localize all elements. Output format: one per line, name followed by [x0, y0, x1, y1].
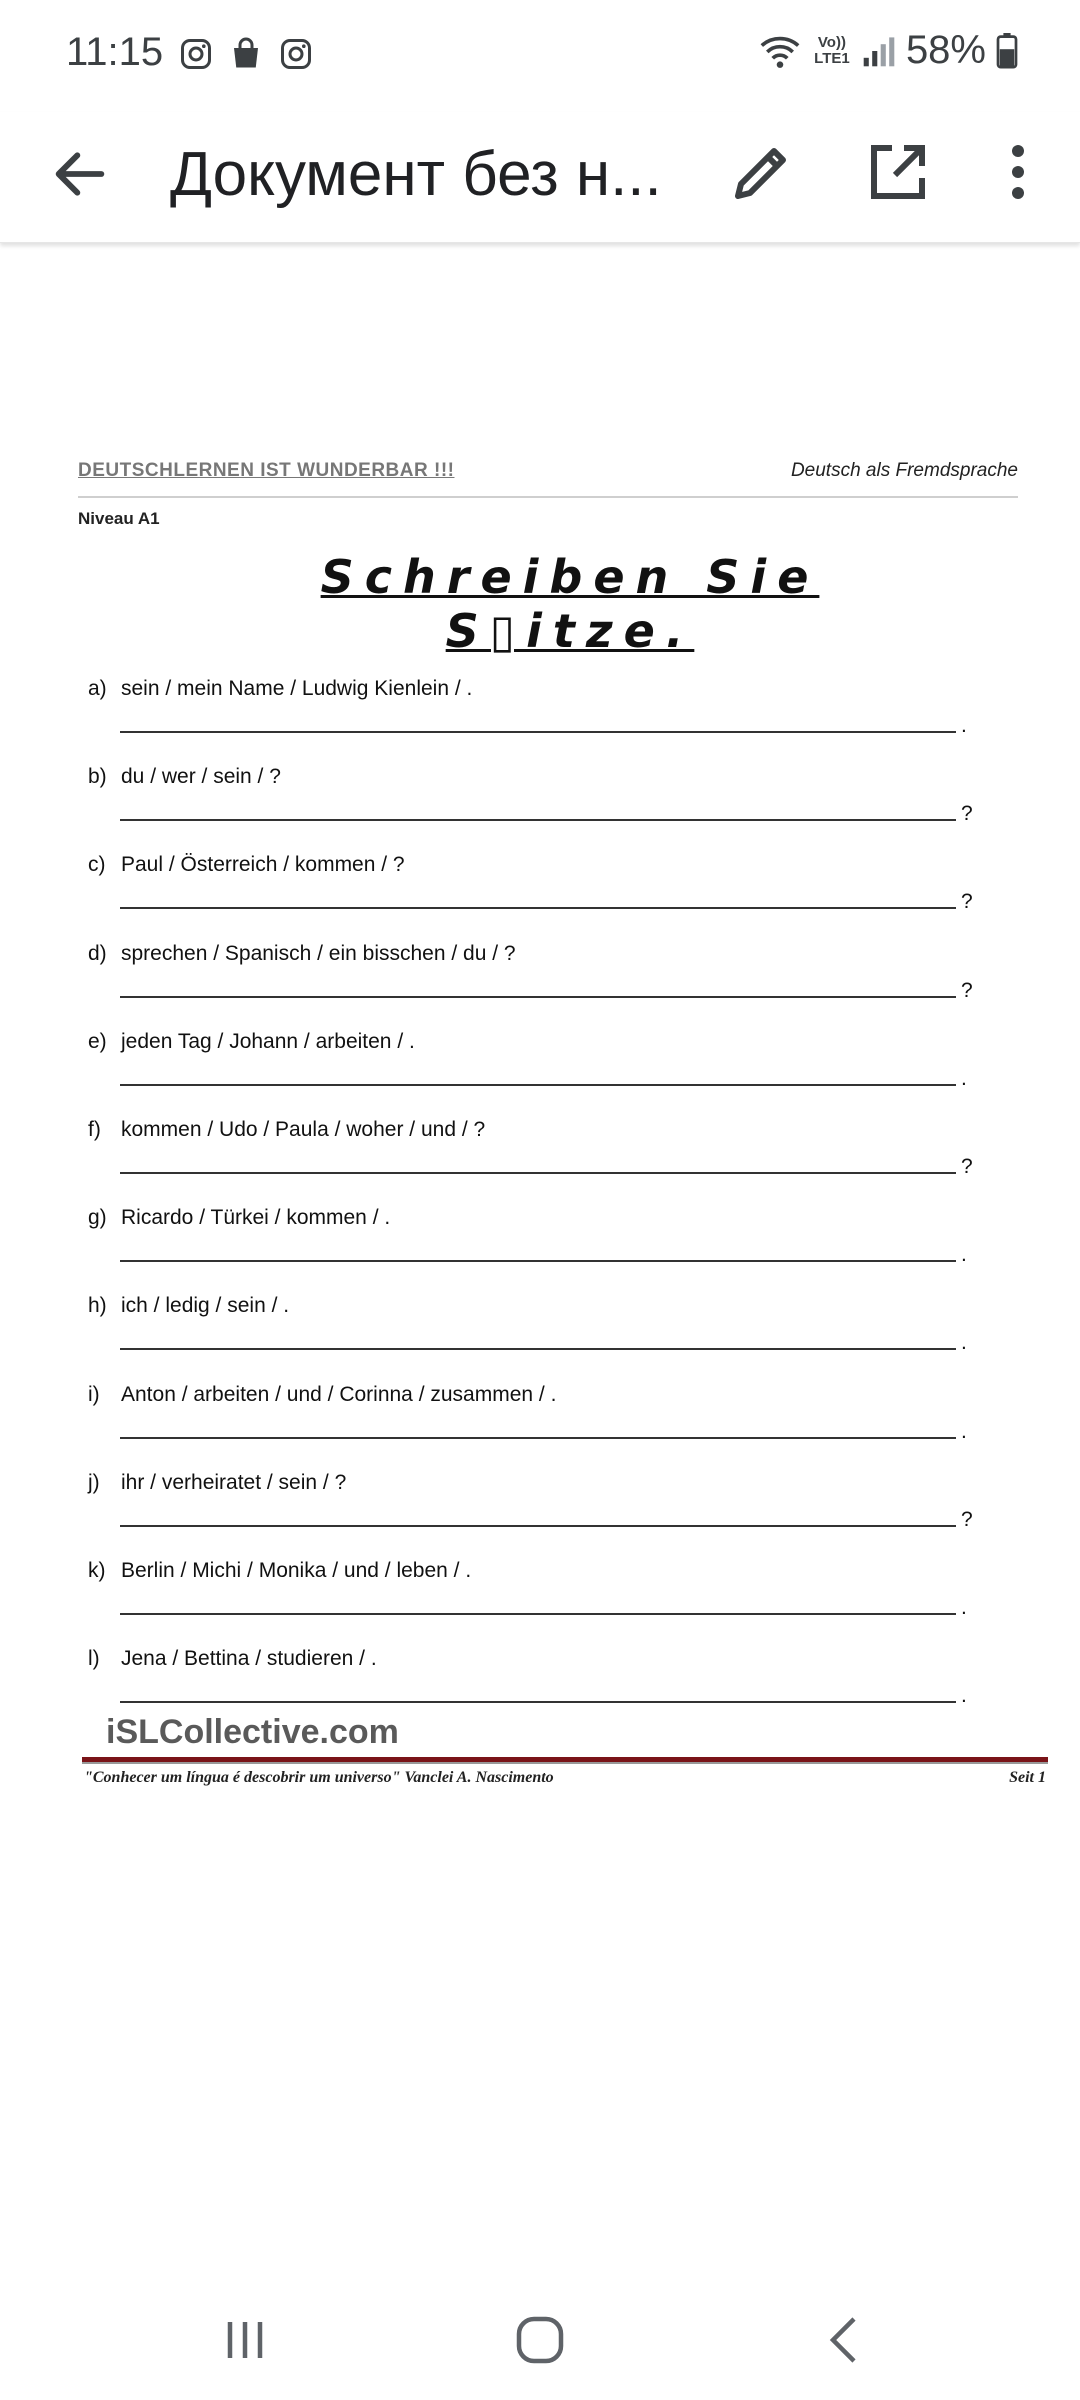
footer-quote: "Conhecer um língua é descobrir um universo" Vanclei A. Nascimento	[84, 1769, 554, 1786]
exercise-prompt: sprechen / Spanisch / ein bisschen / du / ?	[121, 941, 516, 965]
answer-line	[120, 819, 956, 821]
exercise-prompt: ich / ledig / sein / .	[121, 1294, 290, 1318]
answer-punctuation: .	[961, 1419, 967, 1443]
exercise-prompt: sein / mein Name / Ludwig Kienlein / .	[121, 677, 473, 700]
exercise-prompt: Jena / Bettina / studieren / .	[121, 1647, 377, 1671]
exercise-item	[88, 1294, 988, 1382]
exercise-letter: e)	[88, 1029, 107, 1053]
wifi-icon	[758, 31, 802, 71]
home-icon[interactable]	[505, 2310, 575, 2370]
answer-line	[120, 1260, 956, 1262]
exercise-list	[88, 677, 988, 1735]
answer-punctuation: ?	[961, 1154, 973, 1178]
exercise-prompt: Paul / Österreich / kommen / ?	[121, 853, 405, 877]
answer-line	[120, 1613, 956, 1615]
exercise-letter: d)	[88, 941, 107, 965]
open-external-icon[interactable]	[862, 136, 934, 208]
document-title: Документ без н...	[170, 140, 662, 209]
exercise-prompt: jeden Tag / Johann / arbeiten / .	[121, 1029, 415, 1053]
answer-line	[120, 1701, 956, 1703]
answer-punctuation: .	[961, 1684, 967, 1708]
answer-line	[120, 907, 956, 909]
signal-icon	[862, 34, 896, 68]
exercise-letter: b)	[88, 765, 107, 789]
back-arrow-icon[interactable]	[48, 142, 112, 206]
exercise-prompt: Ricardo / Türkei / kommen / .	[121, 1206, 391, 1230]
answer-punctuation: .	[961, 1066, 967, 1090]
answer-line	[120, 1348, 956, 1350]
answer-line	[120, 996, 956, 998]
answer-punctuation: ?	[961, 890, 973, 914]
exercise-item	[88, 1206, 988, 1294]
exercise-prompt: Berlin / Michi / Monika / und / leben / .	[121, 1558, 472, 1582]
system-nav-bar	[0, 2270, 1080, 2400]
exercise-item	[88, 853, 988, 941]
edit-pencil-icon[interactable]	[726, 136, 798, 208]
answer-punctuation: ?	[961, 1507, 973, 1531]
worksheet-title: Schreiben Sie S▯itze.	[320, 550, 820, 658]
exercise-prompt: ihr / verheiratet / sein / ?	[121, 1470, 347, 1494]
brand-watermark: iSLCollective.com	[106, 1713, 399, 1751]
more-vert-icon[interactable]	[990, 136, 1046, 208]
answer-line	[120, 1437, 956, 1439]
exercise-letter: c)	[88, 853, 106, 877]
instagram-icon	[278, 36, 314, 72]
exercise-letter: h)	[88, 1294, 107, 1318]
answer-punctuation: .	[961, 1243, 967, 1267]
exercise-letter: k)	[88, 1558, 106, 1582]
answer-line	[120, 1084, 956, 1086]
exercise-letter: l)	[88, 1647, 100, 1671]
answer-punctuation: ?	[961, 978, 973, 1002]
answer-line	[120, 1525, 956, 1527]
status-bar	[0, 0, 1080, 112]
answer-punctuation: .	[961, 1331, 967, 1355]
exercise-letter: g)	[88, 1206, 107, 1230]
exercise-letter: i)	[88, 1382, 100, 1406]
answer-line	[120, 1172, 956, 1174]
doc-header-left: DEUTSCHLERNEN IST WUNDERBAR !!!	[78, 460, 455, 481]
exercise-letter: a)	[88, 677, 107, 700]
exercise-item	[88, 1559, 988, 1647]
status-right	[758, 28, 1018, 73]
exercise-item	[88, 1471, 988, 1559]
exercise-item	[88, 677, 988, 765]
network-type: Vo)) LTE1	[814, 33, 850, 67]
battery-icon	[996, 33, 1018, 69]
answer-punctuation: .	[961, 714, 967, 737]
exercise-item	[88, 1118, 988, 1206]
notification-icons	[178, 36, 314, 72]
answer-punctuation: ?	[961, 802, 973, 826]
exercise-item	[88, 1030, 988, 1118]
footer-divider-secondary	[82, 1762, 1048, 1764]
answer-line	[120, 731, 956, 733]
exercise-item	[88, 942, 988, 1030]
doc-header	[78, 460, 1018, 490]
exercise-prompt: Anton / arbeiten / und / Corinna / zusammen / .	[121, 1382, 557, 1406]
header-divider	[78, 496, 1018, 498]
doc-header-right: Deutsch als Fremdsprache	[790, 460, 1018, 481]
instagram-icon	[178, 36, 214, 72]
document-page[interactable]	[0, 245, 1080, 2195]
status-time: 11:15	[66, 30, 164, 74]
answer-punctuation: .	[961, 1595, 967, 1619]
exercise-prompt: kommen / Udo / Paula / woher / und / ?	[121, 1117, 486, 1141]
exercise-letter: f)	[88, 1117, 101, 1141]
exercise-letter: j)	[88, 1470, 100, 1494]
app-bar	[0, 112, 1080, 243]
level-label: Niveau A1	[78, 509, 160, 528]
exercise-item	[88, 1383, 988, 1471]
page-number: Seit 1	[1009, 1769, 1046, 1786]
back-icon[interactable]	[810, 2310, 880, 2370]
shopping-bag-icon	[228, 36, 264, 72]
recent-apps-icon[interactable]	[210, 2310, 280, 2370]
battery-percent: 58%	[905, 28, 986, 72]
exercise-prompt: du / wer / sein / ?	[121, 765, 281, 789]
exercise-item	[88, 765, 988, 853]
